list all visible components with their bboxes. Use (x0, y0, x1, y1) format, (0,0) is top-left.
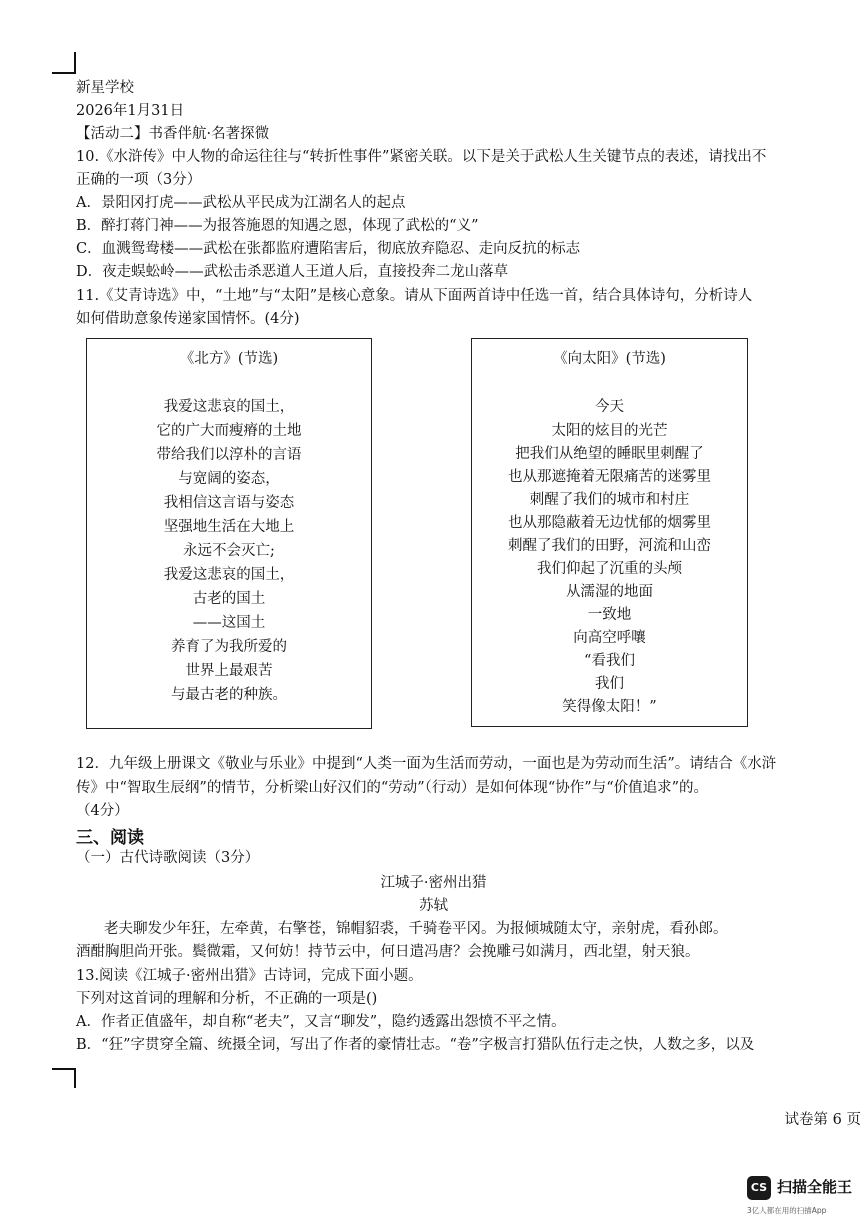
exam-date: 2026年1月31日 (76, 103, 185, 119)
classical-poem-text-line1: 老夫聊发少年狂，左牵黄，右擎苍，锦帽貂裘，千骑卷平冈。为报倾城随太守，亲射虎，看孙郎。 (104, 921, 728, 937)
q12-line2: 传》中“智取生辰纲”的情节，分析梁山好汉们的“劳动”（行动）是如何体现“协作”与“价值追求”的。 (76, 780, 709, 796)
poem-line: 我们仰起了沉重的头颅 (537, 561, 682, 577)
poem-box-north (86, 338, 372, 729)
poem-line: 我爱这悲哀的国土， (163, 399, 295, 415)
poem-line: 我爱这悲哀的国土， (163, 567, 295, 583)
q10-stem-line2: 正确的一项（3分） (76, 172, 202, 188)
q10-stem-line1: 10.《水浒传》中人物的命运往往与“转折性事件”紧密关联。以下是关于武松人生关键节点的表述，请找出不 (76, 149, 767, 165)
poem-line: 也从那遮掩着无限痛苦的迷雾里 (508, 469, 711, 485)
poem-line: 从濡湿的地面 (566, 584, 653, 600)
poem-line: 笑得像太阳！” (562, 699, 657, 715)
q13-stem: 13.阅读《江城子·密州出猎》古诗词，完成下面小题。 (76, 968, 423, 984)
poem-line: 世界上最艰苦 (185, 663, 273, 679)
q12-line3: （4分） (76, 803, 129, 819)
q10-option-b: B．醉打蒋门神——为报答施恩的知遇之恩，体现了武松的“义” (76, 218, 479, 234)
school-name: 新星学校 (76, 80, 134, 96)
classical-poem-author: 苏轼 (419, 898, 448, 914)
q13-option-b: B．“狂”字贯穿全篇、统摄全词，写出了作者的豪情壮志。“卷”字极言打猎队伍行走之快，人数之多，以及 (76, 1037, 755, 1053)
crop-mark-top-horizontal (52, 72, 76, 74)
poem-line: 古老的国土 (192, 591, 266, 607)
poem-line: 它的广大而瘦瘠的土地 (156, 423, 302, 439)
poem-line: 与最古老的种族。 (171, 687, 287, 703)
q10-option-a: A．景阳冈打虎——武松从平民成为江湖名人的起点 (76, 195, 406, 211)
camscanner-app-name: 扫描全能王 (777, 1178, 853, 1196)
camscanner-tagline: 3亿人都在用的扫描App (747, 1206, 827, 1215)
q13-option-a: A．作者正值盛年，却自称“老夫”，又言“聊发”，隐约透露出怨愤不平之情。 (76, 1014, 566, 1030)
camscanner-logo-icon: CS (747, 1176, 771, 1200)
poem-line: 永远不会灭亡; (183, 543, 275, 559)
poem-line: 也从那隐蔽着无边忧郁的烟雾里 (508, 515, 711, 531)
poem-line: 今天 (595, 399, 624, 415)
q12-line1: 12．九年级上册课文《敬业与乐业》中提到“人类一面为生活而劳动，一面也是为劳动而生活”。请结合《水浒 (76, 756, 777, 772)
poem-title-sun: 《向太阳》(节选) (553, 351, 666, 367)
poem-line: 刺醒了我们的田野，河流和山峦 (508, 538, 711, 554)
poem-line: 把我们从绝望的睡眠里刺醒了 (515, 446, 704, 462)
poem-box-sun (471, 338, 748, 727)
poem-line: 一致地 (587, 607, 632, 623)
poem-title-north: 《北方》(节选) (179, 351, 279, 367)
poem-line: 养育了为我所爱的 (171, 639, 287, 655)
classical-poem-title: 江城子·密州出猎 (380, 875, 487, 891)
poem-line: 我们 (595, 676, 624, 692)
poem-line: ——这国土 (192, 615, 266, 631)
activity-heading: 【活动二】书香伴航·名著探微 (76, 126, 270, 142)
q11-stem-line1: 11.《艾青诗选》中，“土地”与“太阳”是核心意象。请从下面两首诗中任选一首，结合具体诗句，分析诗人 (76, 288, 753, 304)
poem-line: 太阳的炫目的光芒 (551, 423, 668, 439)
crop-mark-top-vertical (74, 52, 76, 74)
poem-line: 向高空呼嚷 (573, 630, 646, 646)
poem-line: 带给我们以淳朴的言语 (156, 447, 302, 463)
classical-poem-text-line2: 酒酣胸胆尚开张。鬓微霜，又何妨！持节云中，何日遣冯唐？会挽雕弓如满月，西北望，射天狼。 (76, 944, 700, 960)
page-number: 试卷第 6 页 (784, 1112, 861, 1128)
poem-line: 与宽阔的姿态， (178, 471, 280, 487)
poem-line: 刺醒了我们的城市和村庄 (529, 492, 690, 508)
poem-line: “看我们 (584, 653, 635, 669)
section-subheading-poetry: （一）古代诗歌阅读（3分） (76, 850, 260, 866)
q11-stem-line2: 如何借助意象传递家国情怀。(4分) (76, 311, 300, 327)
q10-option-d: D．夜走蜈蚣岭——武松击杀恶道人王道人后，直接投奔二龙山落草 (76, 264, 509, 280)
q13-subquestion: 下列对这首词的理解和分析，不正确的一项是() (76, 991, 378, 1007)
crop-mark-bottom-vertical (74, 1068, 76, 1088)
section-heading-reading: 三、阅读 (76, 828, 144, 848)
poem-line: 坚强地生活在大地上 (163, 519, 295, 535)
q10-option-c: C．血溅鸳鸯楼——武松在张都监府遭陷害后，彻底放弃隐忍、走向反抗的标志 (76, 241, 581, 257)
poem-line: 我相信这言语与姿态 (163, 495, 295, 511)
crop-mark-bottom-horizontal (52, 1068, 76, 1070)
